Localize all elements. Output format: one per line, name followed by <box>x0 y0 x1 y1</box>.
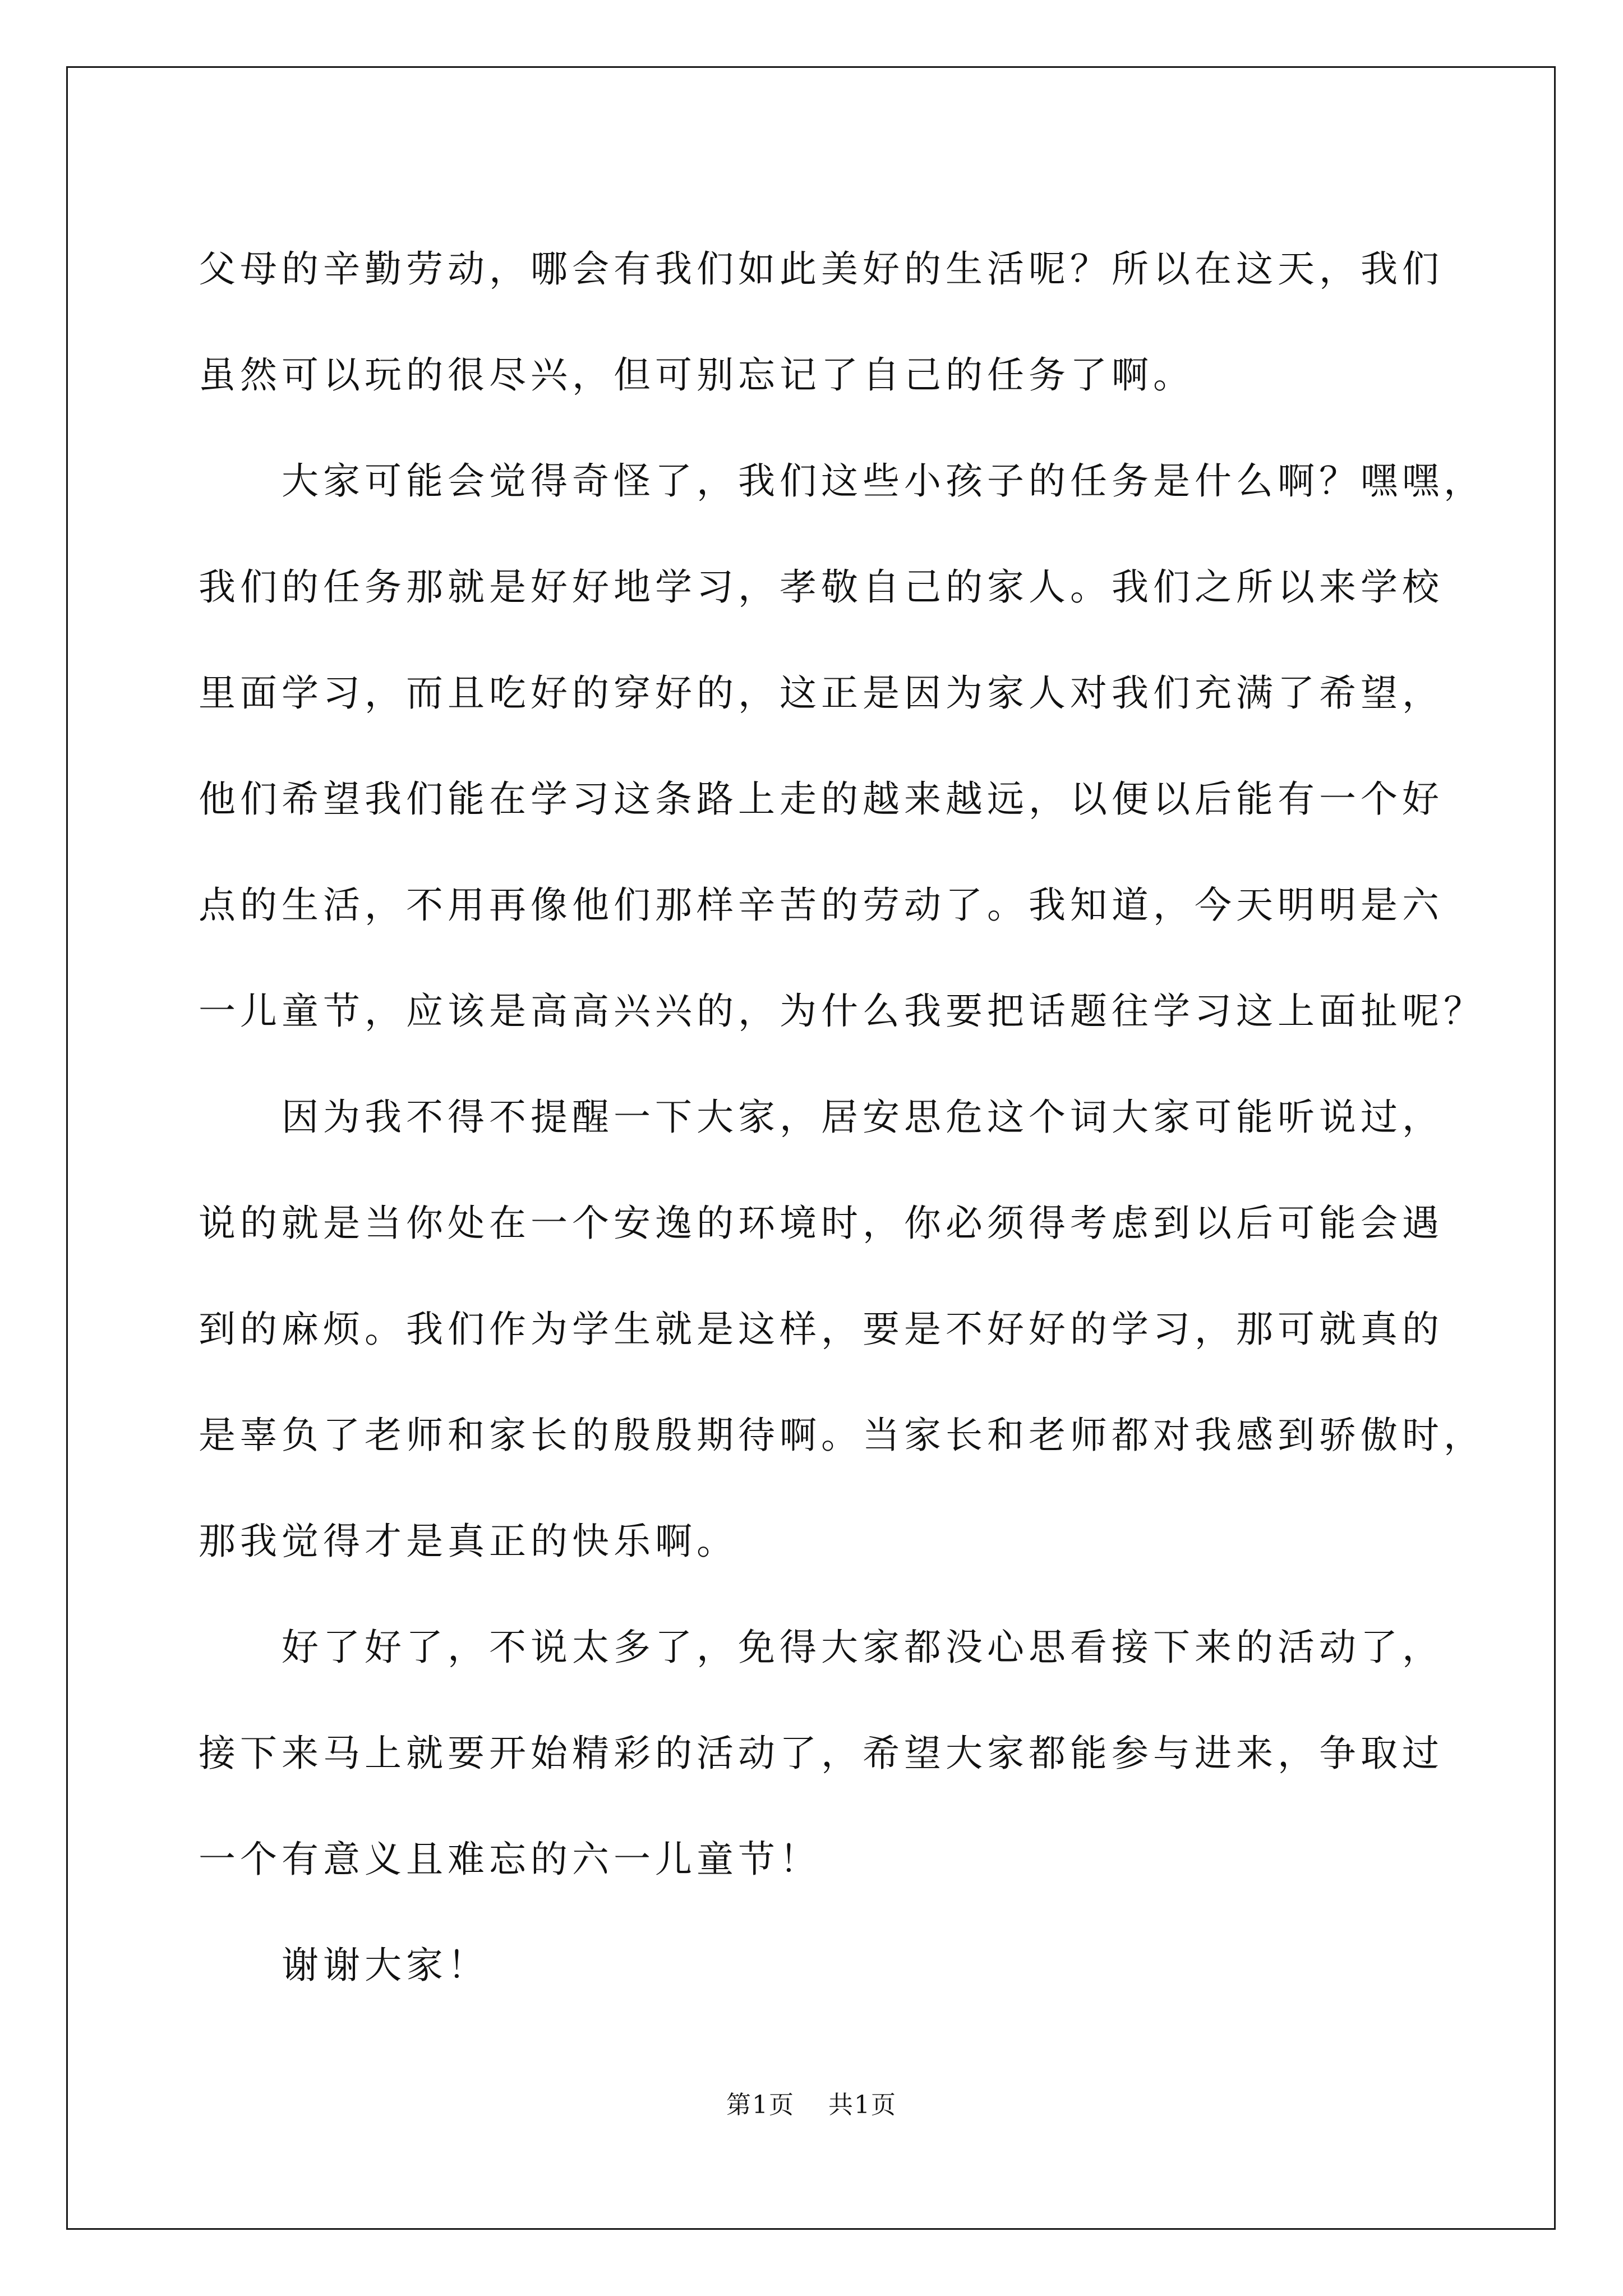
document-body <box>199 216 1485 2018</box>
text-line: 到的麻烦。我们作为学生就是这样，要是不好好的学习，那可就真的 <box>199 1308 1444 1351</box>
text-line: 因为我不得不提醒一下大家，居安思危这个词大家可能听说过， <box>282 1096 1444 1139</box>
page-footer <box>0 2088 1623 2122</box>
text-line: 大家可能会觉得奇怪了，我们这些小孩子的任务是什么啊？嘿嘿， <box>282 459 1485 503</box>
text-line: 接下来马上就要开始精彩的活动了，希望大家都能参与进来，争取过 <box>199 1732 1444 1775</box>
page-number: 第1页 <box>726 2091 795 2119</box>
text-line: 我们的任务那就是好好地学习，孝敬自己的家人。我们之所以来学校 <box>199 565 1444 609</box>
text-line: 是辜负了老师和家长的殷殷期待啊。当家长和老师都对我感到骄傲时， <box>199 1414 1485 1457</box>
text-line: 一个有意义且难忘的六一儿童节！ <box>199 1838 821 1881</box>
text-line: 里面学习，而且吃好的穿好的，这正是因为家人对我们充满了希望， <box>199 671 1444 715</box>
text-line: 父母的辛勤劳动，哪会有我们如此美好的生活呢？所以在这天，我们 <box>199 247 1444 291</box>
text-line: 说的就是当你处在一个安逸的环境时，你必须得考虑到以后可能会遇 <box>199 1202 1444 1245</box>
text-line: 虽然可以玩的很尽兴，但可别忘记了自己的任务了啊。 <box>199 353 1195 397</box>
text-line: 一儿童节，应该是高高兴兴的，为什么我要把话题往学习这上面扯呢？ <box>199 990 1485 1033</box>
text-line: 他们希望我们能在学习这条路上走的越来越远，以便以后能有一个好 <box>199 777 1444 821</box>
text-line: 那我觉得才是真正的快乐啊。 <box>199 1520 738 1563</box>
text-line: 点的生活，不用再像他们那样辛苦的劳动了。我知道，今天明明是六 <box>199 884 1444 927</box>
page-total: 共1页 <box>828 2091 897 2119</box>
text-line: 好了好了，不说太多了，免得大家都没心思看接下来的活动了， <box>282 1626 1444 1669</box>
text-line: 谢谢大家！ <box>282 1944 489 1987</box>
